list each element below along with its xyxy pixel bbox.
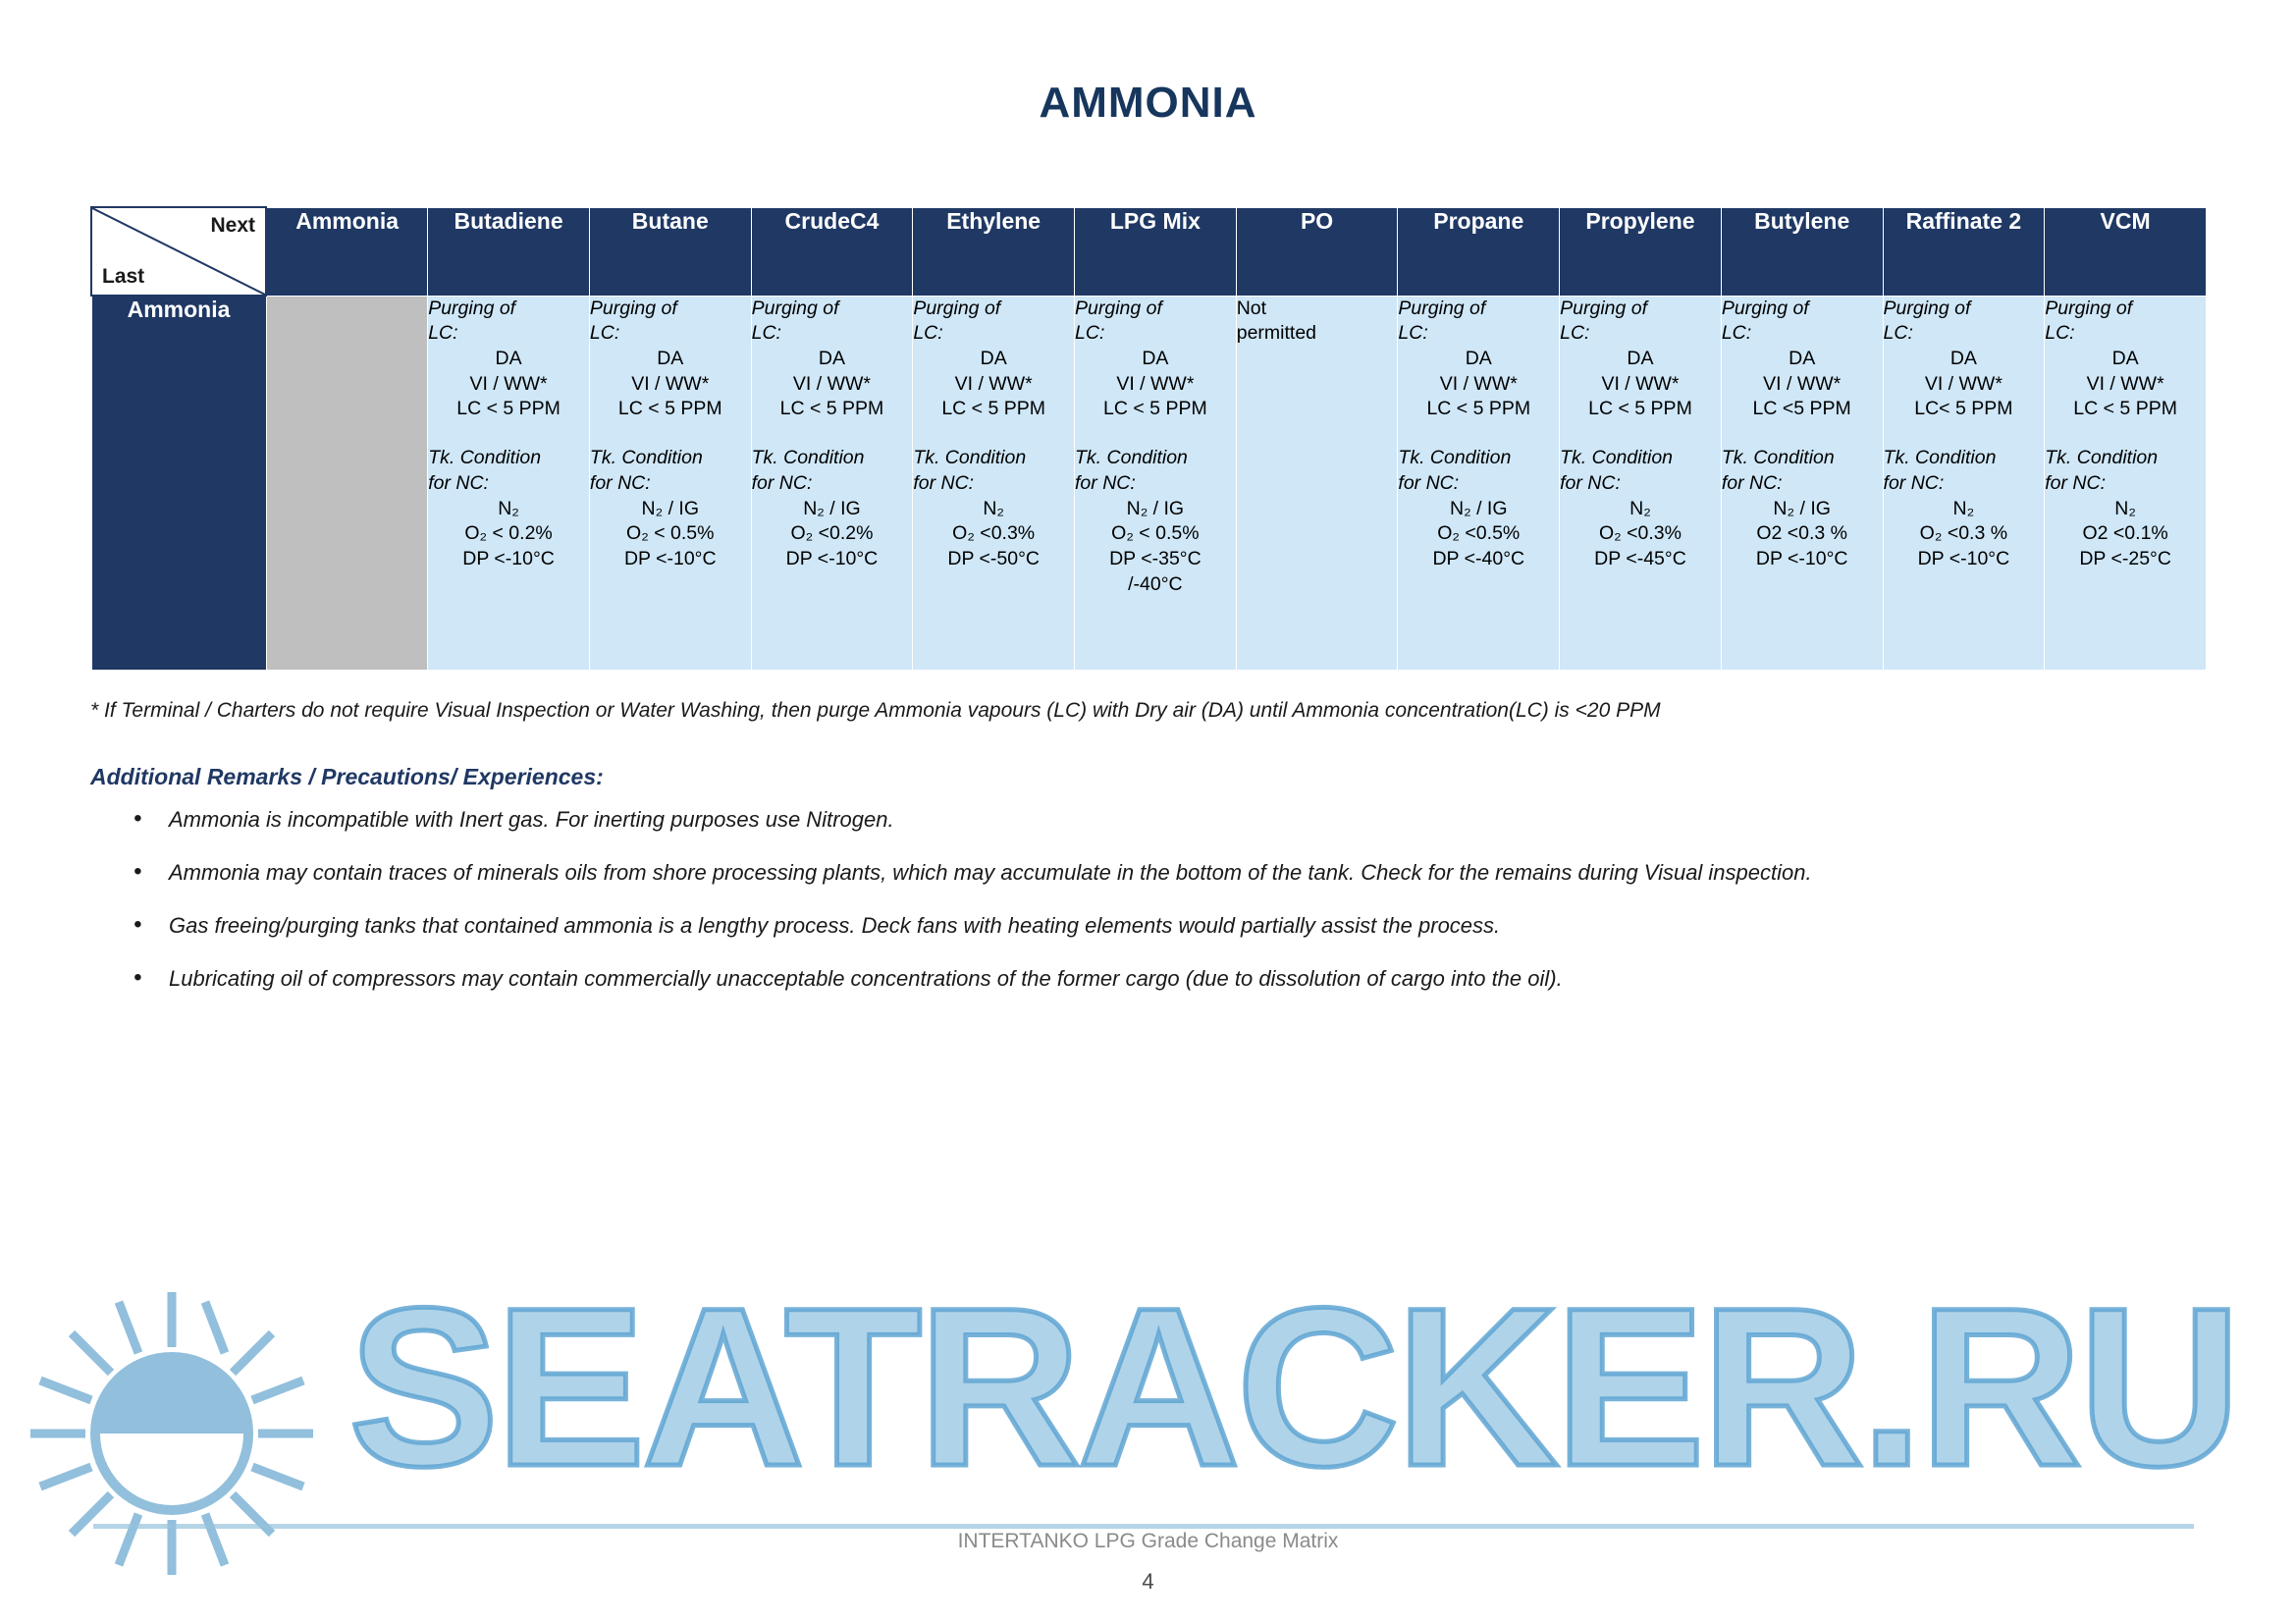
- matrix-cell-line: Purging of: [1398, 297, 1486, 319]
- list-item: • Ammonia is incompatible with Inert gas. For inerting purposes use Nitrogen.: [169, 807, 2250, 833]
- matrix-body: [91, 296, 2207, 670]
- table-row: [91, 296, 2207, 670]
- matrix-cell-line: DA: [1627, 347, 1654, 369]
- matrix-cell-line: N₂ / IG: [803, 497, 861, 519]
- matrix-cell-line: for NC:: [1721, 471, 1783, 494]
- matrix-cell-line: N₂ / IG: [1126, 497, 1185, 519]
- matrix-cell-line: LC:: [751, 322, 781, 345]
- matrix-cell-line: DA: [1142, 347, 1169, 369]
- matrix-cell-line: for NC:: [1560, 471, 1621, 494]
- matrix-cell-line: Tk. Condition: [2045, 447, 2159, 469]
- matrix-cell-line: LC < 5 PPM: [617, 398, 722, 420]
- matrix-col-header: Raffinate 2: [1883, 207, 2045, 296]
- matrix-cell-line: Tk. Condition: [589, 447, 703, 469]
- matrix-cell-line: O₂ <0.5%: [1437, 522, 1521, 545]
- matrix-cell-line: Purging of: [2045, 297, 2133, 319]
- matrix-cell-line: O2 <0.1%: [2082, 522, 2168, 545]
- matrix-cell-line: O₂ <0.2%: [790, 522, 874, 545]
- matrix-cell-line: Tk. Condition: [1075, 447, 1188, 469]
- matrix-cell-line: Purging of: [1883, 297, 1971, 319]
- matrix-cell-line: [1075, 422, 1236, 446]
- matrix-cell-line: VI / WW*: [469, 372, 548, 395]
- matrix-cell-line: DA: [495, 347, 522, 369]
- matrix-cell-line: for NC:: [2045, 471, 2106, 494]
- matrix-cell-line: [1722, 422, 1883, 446]
- matrix-cell-line: DP <-10°C: [785, 548, 879, 570]
- matrix-col-header: PO: [1236, 207, 1398, 296]
- matrix-cell-line: VI / WW*: [2086, 372, 2164, 395]
- matrix-cell-line: O₂ <0.3 %: [1919, 522, 2008, 545]
- list-item: • Ammonia may contain traces of minerals oils from shore processing plants, which may accumulate in the bottom of the tank. Check for the remains during Visual inspection.: [169, 860, 2250, 886]
- matrix-header-row: [91, 207, 2207, 296]
- matrix-cell-line: for NC:: [428, 471, 489, 494]
- matrix-cell-line: LC < 5 PPM: [779, 398, 884, 420]
- grade-change-matrix: [90, 206, 2207, 671]
- matrix-cell-line: N₂: [1629, 497, 1651, 519]
- matrix-cell-line: permitted: [1236, 322, 1317, 345]
- matrix-cell-line: LC < 5 PPM: [2073, 398, 2177, 420]
- matrix-cell-line: Purging of: [589, 297, 677, 319]
- matrix-cell-line: [1398, 422, 1559, 446]
- matrix-header: [91, 207, 2207, 296]
- matrix-cell-line: O2 <0.3 %: [1756, 522, 1848, 545]
- matrix-cell-line: Tk. Condition: [1560, 447, 1674, 469]
- matrix-cell: [428, 296, 590, 670]
- matrix-cell: [1560, 296, 1722, 670]
- matrix-cell-line: LC:: [2045, 322, 2075, 345]
- matrix-cell: [1398, 296, 1560, 670]
- matrix-cell-line: LC:: [1075, 322, 1105, 345]
- matrix-cell: [1236, 296, 1398, 670]
- matrix-cell-line: N₂: [983, 497, 1004, 519]
- matrix-cell-line: LC:: [1398, 322, 1428, 345]
- matrix-cell-line: LC:: [1560, 322, 1590, 345]
- page-number: 4: [1142, 1569, 1154, 1594]
- matrix-cell: [589, 296, 751, 670]
- matrix-cell-line: O₂ <0.3%: [1598, 522, 1682, 545]
- matrix-footnote: * If Terminal / Charters do not require Visual Inspection or Water Washing, then purge Ammonia vapours (LC) with Dry air (DA) until Ammonia concentration(LC) is <20 PPM: [90, 699, 1661, 722]
- matrix-col-header: Butadiene: [428, 207, 590, 296]
- matrix-cell-line: LC <5 PPM: [1752, 398, 1851, 420]
- matrix-cell-line: for NC:: [751, 471, 813, 494]
- remarks-list: [90, 807, 2250, 1019]
- matrix-cell-line: for NC:: [1075, 471, 1136, 494]
- matrix-cell-line: DP <-50°C: [947, 548, 1040, 570]
- matrix-cell-line: DA: [1789, 347, 1816, 369]
- matrix-cell-line: DP <-35°C: [1109, 548, 1201, 570]
- matrix-col-header: LPG Mix: [1075, 207, 1237, 296]
- matrix-cell-line: O₂ < 0.5%: [1111, 522, 1200, 545]
- matrix-cell-line: O₂ < 0.2%: [464, 522, 553, 545]
- matrix-cell-line: Purging of: [913, 297, 1001, 319]
- matrix-cell-line: LC < 5 PPM: [1103, 398, 1207, 420]
- matrix-cell-line: Tk. Condition: [428, 447, 542, 469]
- matrix-col-header: Propylene: [1560, 207, 1722, 296]
- matrix-col-header: Ethylene: [913, 207, 1075, 296]
- matrix-cell-line: [590, 422, 751, 446]
- matrix-cell-line: /-40°C: [1128, 572, 1183, 595]
- matrix-cell-line: DP <-10°C: [1917, 548, 2010, 570]
- matrix-cell-line: N₂ / IG: [1773, 497, 1831, 519]
- matrix-cell-line: DP <-10°C: [1755, 548, 1848, 570]
- last-label: Last: [102, 265, 145, 288]
- matrix-cell: [751, 296, 913, 670]
- matrix-cell-line: LC:: [1721, 322, 1752, 345]
- matrix-cell-line: Tk. Condition: [1883, 447, 1997, 469]
- matrix-cell-line: [1560, 422, 1721, 446]
- matrix-cell-line: for NC:: [1883, 471, 1945, 494]
- matrix-cell-blocked: [266, 296, 428, 670]
- matrix-cell-line: DA: [2111, 347, 2139, 369]
- matrix-cell-line: LC< 5 PPM: [1914, 398, 2013, 420]
- matrix-cell-line: LC < 5 PPM: [941, 398, 1045, 420]
- matrix-cell: [2045, 296, 2207, 670]
- footer-text: INTERTANKO LPG Grade Change Matrix: [957, 1530, 1339, 1552]
- matrix-cell-line: Not: [1236, 297, 1267, 319]
- matrix-col-header: CrudeC4: [751, 207, 913, 296]
- matrix-col-header: Butane: [589, 207, 751, 296]
- matrix-cell-line: VI / WW*: [954, 372, 1033, 395]
- matrix-cell-line: for NC:: [1398, 471, 1460, 494]
- matrix-cell-line: DA: [980, 347, 1007, 369]
- matrix-col-header: Propane: [1398, 207, 1560, 296]
- matrix-cell-line: [913, 422, 1074, 446]
- matrix-cell-line: DP <-25°C: [2079, 548, 2171, 570]
- matrix-cell-line: DA: [657, 347, 684, 369]
- matrix-col-header: VCM: [2045, 207, 2207, 296]
- matrix-cell-line: LC:: [913, 322, 943, 345]
- matrix-cell-line: VI / WW*: [792, 372, 871, 395]
- matrix-cell-line: LC:: [428, 322, 458, 345]
- watermark-line: [93, 1524, 2194, 1529]
- matrix-cell-line: N₂ / IG: [1450, 497, 1508, 519]
- page-title: AMMONIA: [1039, 79, 1257, 127]
- list-item: • Lubricating oil of compressors may contain commercially unacceptable concentrations of the former cargo (due to dissolution of cargo into the oil).: [169, 966, 2250, 992]
- matrix-cell-line: DP <-10°C: [462, 548, 555, 570]
- matrix-cell-line: LC:: [589, 322, 620, 345]
- matrix-cell-line: N₂ / IG: [641, 497, 699, 519]
- matrix-row-header: Ammonia: [91, 296, 266, 670]
- matrix-cell-line: O₂ <0.3%: [952, 522, 1036, 545]
- matrix-col-header: Ammonia: [266, 207, 428, 296]
- matrix-cell-line: N₂: [2114, 497, 2136, 519]
- matrix-cell-line: VI / WW*: [1116, 372, 1195, 395]
- matrix-cell: [1883, 296, 2045, 670]
- matrix-cell-line: [2045, 422, 2206, 446]
- matrix-cell-line: N₂: [1952, 497, 1975, 519]
- matrix-cell: [1075, 296, 1237, 670]
- matrix-cell-line: [1884, 422, 2045, 446]
- matrix-cell-line: LC:: [1883, 322, 1913, 345]
- matrix-cell-line: for NC:: [589, 471, 651, 494]
- matrix-cell-line: LC < 5 PPM: [1426, 398, 1531, 420]
- matrix-cell-line: VI / WW*: [1763, 372, 1842, 395]
- matrix-cell-line: DA: [1465, 347, 1492, 369]
- remarks-heading: Additional Remarks / Precautions/ Experiences:: [90, 764, 604, 789]
- matrix-cell-line: Tk. Condition: [913, 447, 1027, 469]
- matrix-cell-line: DA: [1949, 347, 1977, 369]
- matrix-cell-line: Purging of: [428, 297, 516, 319]
- matrix-cell: [913, 296, 1075, 670]
- matrix-table: [90, 206, 2207, 671]
- matrix-cell-line: LC < 5 PPM: [456, 398, 561, 420]
- matrix-cell-line: O₂ < 0.5%: [626, 522, 715, 545]
- matrix-cell-line: DA: [818, 347, 845, 369]
- next-label: Next: [210, 214, 255, 237]
- matrix-cell-line: [752, 422, 913, 446]
- matrix-cell-line: for NC:: [913, 471, 975, 494]
- matrix-cell: [1721, 296, 1883, 670]
- matrix-cell-line: VI / WW*: [1924, 372, 2002, 395]
- matrix-cell-line: DP <-40°C: [1432, 548, 1525, 570]
- matrix-cell-line: Purging of: [1721, 297, 1809, 319]
- matrix-cell-line: DP <-45°C: [1594, 548, 1686, 570]
- matrix-cell-line: Purging of: [1075, 297, 1162, 319]
- matrix-cell-line: LC < 5 PPM: [1588, 398, 1692, 420]
- watermark-text: SEATRACKER.RU: [348, 1261, 2238, 1513]
- matrix-cell-line: [428, 422, 589, 446]
- matrix-cell-line: VI / WW*: [1439, 372, 1518, 395]
- matrix-cell-line: VI / WW*: [1601, 372, 1680, 395]
- matrix-cell-line: Tk. Condition: [1398, 447, 1512, 469]
- matrix-cell-line: Purging of: [751, 297, 839, 319]
- matrix-cell-line: Tk. Condition: [1721, 447, 1835, 469]
- matrix-col-header: Butylene: [1721, 207, 1883, 296]
- matrix-cell-line: N₂: [498, 497, 519, 519]
- matrix-cell-line: VI / WW*: [631, 372, 710, 395]
- list-item: • Gas freeing/purging tanks that contained ammonia is a lengthy process. Deck fans with heating elements would partially assist the process.: [169, 913, 2250, 939]
- matrix-cell-line: DP <-10°C: [623, 548, 717, 570]
- matrix-cell-line: Tk. Condition: [751, 447, 865, 469]
- matrix-cell-line: Purging of: [1560, 297, 1648, 319]
- matrix-corner-cell: [91, 207, 266, 296]
